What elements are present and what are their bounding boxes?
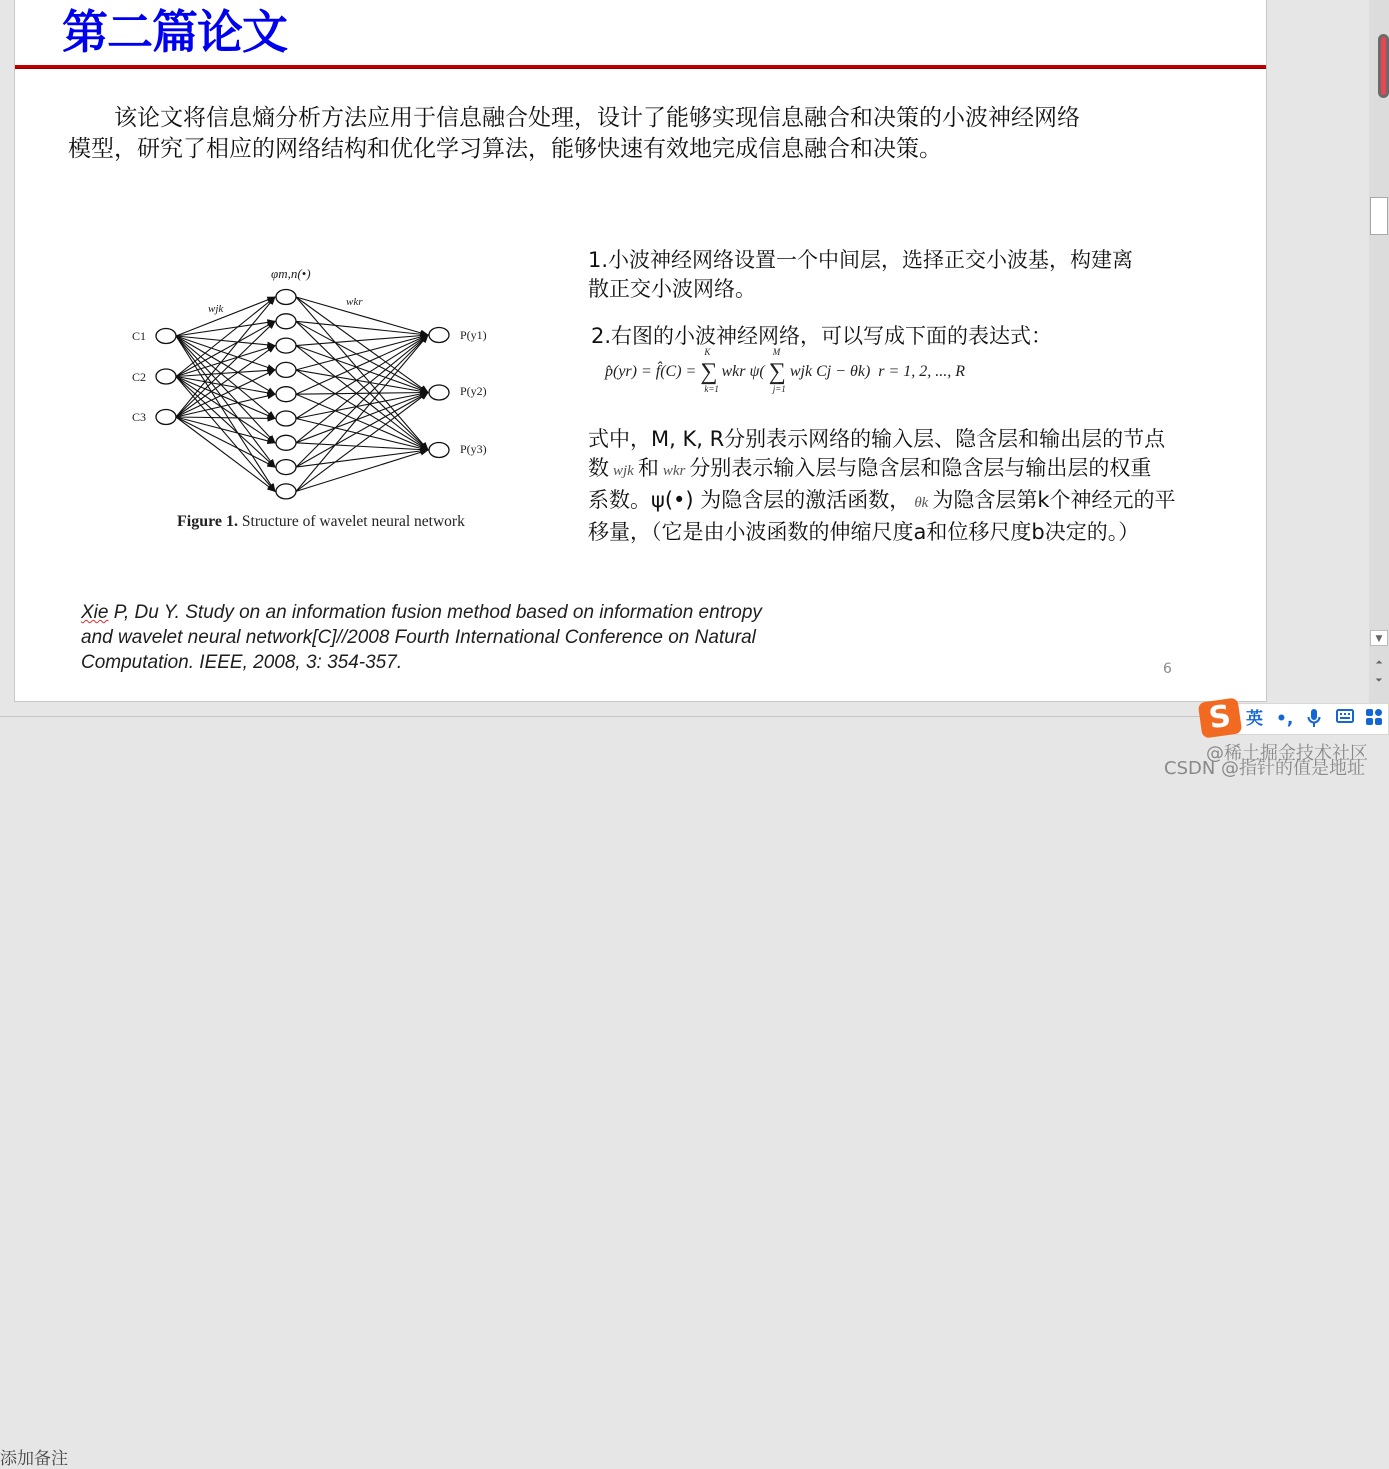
wavelet-network-figure[interactable] (110, 260, 490, 540)
output-label-y2: P(y2) (460, 384, 487, 398)
input-label-c2: C2 (132, 370, 147, 384)
output-label-y1: P(y1) (460, 328, 487, 342)
network-node (156, 369, 176, 384)
toolbox-grid-icon[interactable] (1365, 708, 1383, 732)
output-label-y3: P(y3) (460, 442, 487, 456)
spellcheck-word: Xie (81, 602, 109, 623)
desc-line-1: 式中，M, K, R分别表示网络的输入层、隐含层和输出层的节点 (588, 427, 1166, 451)
watermark-csdn: CSDN @指针的值是地址 (1164, 758, 1366, 779)
network-node (276, 411, 296, 426)
slide-editor-workspace (0, 0, 1369, 716)
network-node (276, 435, 296, 450)
intro-paragraph[interactable] (68, 103, 1098, 165)
title-divider (15, 65, 1266, 69)
punctuation-icon[interactable]: •, (1276, 709, 1294, 729)
symbol-wkr: wkr (662, 463, 686, 479)
point-1-text[interactable]: 1.小波神经网络设置一个中间层，选择正交小波基，构建离散正交小波网络。 (588, 248, 1134, 301)
network-node (429, 443, 449, 458)
network-node (156, 329, 176, 344)
network-node (276, 290, 296, 305)
reference-citation[interactable]: Xie P, Du Y. Study on an information fusion method based on information entropy and wavelet neural network[C]//2008 Fourth International Conference on Natural Computation. IEEE, 2008, 3: 354-357. (81, 602, 762, 673)
formula-description[interactable] (588, 425, 1248, 547)
language-toggle[interactable]: 英 (1246, 709, 1263, 729)
desc-line-3: 系数。ψ(•) 为隐含层的激活函数， θk 为隐含层第k个神经元的平 (588, 488, 1176, 512)
symbol-wjk: wjk (613, 463, 634, 479)
keyboard-icon[interactable] (1336, 708, 1354, 730)
ime-toolbar[interactable] (1203, 698, 1389, 737)
network-node (276, 460, 296, 475)
point-2-text[interactable]: 2.右图的小波神经网络，可以写成下面的表达式： (591, 324, 1053, 348)
figure-caption: Figure 1. Structure of wavelet neural network (177, 513, 465, 530)
network-formula[interactable]: p̂(yr) = f̂(C) = K ∑ k=1 wkr ψ( M ∑ j=1 wjk Cj − θk) r = 1, 2, ..., R (605, 347, 966, 394)
microphone-icon[interactable] (1307, 708, 1321, 734)
notes-placeholder[interactable]: 添加备注 (0, 1449, 68, 1469)
scroll-thumb[interactable] (1370, 197, 1388, 235)
network-node (429, 385, 449, 400)
network-node (276, 338, 296, 353)
slide-canvas[interactable] (14, 0, 1267, 702)
network-node (276, 362, 296, 377)
network-node (429, 328, 449, 343)
network-diagram (110, 260, 490, 510)
network-node (276, 387, 296, 402)
sogou-logo-icon[interactable]: S (1198, 697, 1243, 738)
slide-title[interactable]: 第二篇论文 (62, 5, 287, 59)
input-label-c3: C3 (132, 410, 147, 424)
intro-text: 该论文将信息熵分析方法应用于信息融合处理，设计了能够实现信息融合和决策的小波神经网络模型，研究了相应的网络结构和优化学习算法，能够快速有效地完成信息融合和决策。 (68, 105, 1080, 162)
input-weight-label: wjk (208, 303, 224, 315)
slide-page-number: 6 (1163, 661, 1172, 677)
previous-slide-icon[interactable]: ⏶ (1375, 658, 1383, 668)
desc-line-4: 移量，（它是由小波函数的伸缩尺度a和位移尺度b决定的。） (588, 520, 1140, 544)
watermark-juejin: @稀土掘金技术社区 (1206, 743, 1368, 764)
next-slide-icon[interactable]: ⏷ (1375, 676, 1383, 686)
hidden-layer-label: φm,n(•) (271, 266, 311, 281)
network-node (276, 314, 296, 329)
desc-line-2: 数 wjk 和 wkr 分别表示输入层与隐含层和隐含层与输出层的权重 (588, 456, 1152, 480)
output-weight-label: wkr (346, 296, 363, 308)
input-label-c1: C1 (132, 329, 147, 343)
pen-cursor-icon (1378, 34, 1389, 98)
network-node (276, 484, 296, 499)
symbol-theta: θk (914, 495, 929, 511)
scroll-down-arrow-icon[interactable]: ▼ (1370, 630, 1388, 646)
network-node (156, 410, 176, 425)
vertical-scrollbar[interactable] (1369, 0, 1389, 716)
